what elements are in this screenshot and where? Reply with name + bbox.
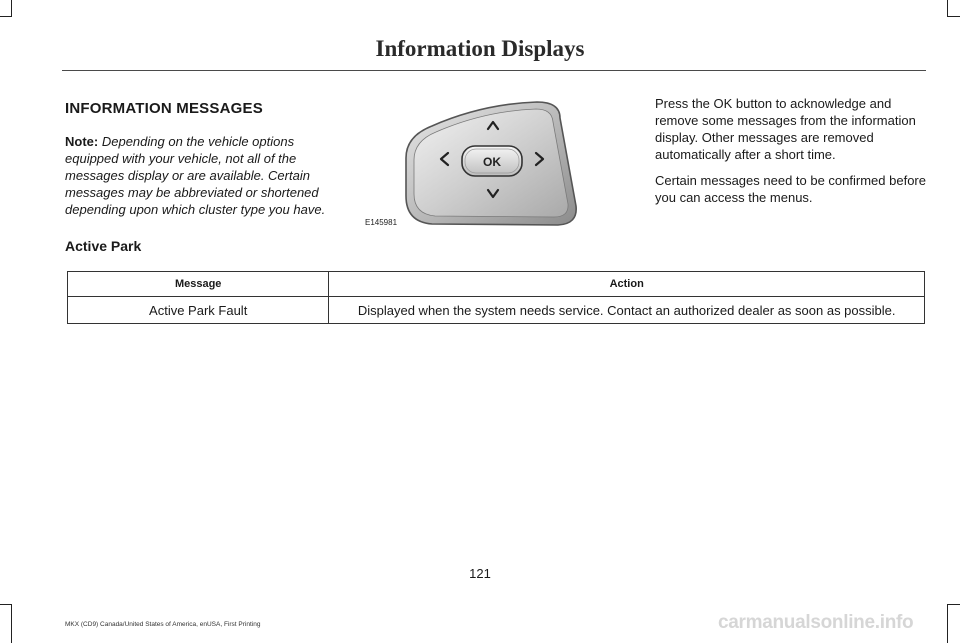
table-cell-message: Active Park Fault: [68, 297, 329, 324]
crop-mark-bottom-left-v: [11, 604, 12, 643]
messages-table: [67, 271, 925, 324]
figure-code: E145981: [365, 218, 398, 227]
crop-mark-bottom-right-h: [947, 604, 960, 605]
note-text: Depending on the vehicle options equipped with your vehicle, not all of the messages display or are available. Certain messages may be abbreviated or shortened depending upon which cluster type you have.: [65, 134, 326, 217]
subsection-heading: Active Park: [65, 238, 142, 254]
note-label: Note:: [65, 134, 99, 149]
ok-button-label: OK: [483, 155, 501, 169]
note-paragraph: [65, 133, 340, 218]
crop-mark-bottom-left-h: [0, 604, 12, 605]
steering-wheel-control-pad-icon: [362, 96, 642, 234]
page-header-title: Information Displays: [375, 36, 585, 61]
print-info: MKX (CD9) Canada/United States of America, enUSA, First Printing: [65, 621, 261, 628]
header-divider: [62, 70, 926, 71]
crop-mark-top-right-h: [947, 16, 960, 17]
table-header-row: [68, 272, 925, 297]
crop-mark-top-left-h: [0, 16, 12, 17]
table-cell-action: Displayed when the system needs service. Contact an authorized dealer as soon as possible.: [329, 297, 925, 324]
crop-mark-top-right-v: [947, 0, 948, 16]
page-number: 121: [469, 566, 491, 581]
table-row: [68, 297, 925, 324]
crop-mark-bottom-right-v: [947, 604, 948, 643]
confirmation-instruction: Certain messages need to be confirmed before you can access the menus.: [655, 173, 926, 205]
right-column: [655, 95, 927, 215]
ok-button-instruction: Press the OK button to acknowledge and remove some messages from the information display. Other messages are removed automatically after a short time.: [655, 96, 916, 162]
watermark: carmanualsonline.info: [718, 612, 914, 633]
column-header-message: Message: [68, 272, 329, 297]
column-header-action: Action: [329, 272, 925, 297]
crop-mark-top-left-v: [11, 0, 12, 16]
section-heading: INFORMATION MESSAGES: [65, 100, 263, 117]
